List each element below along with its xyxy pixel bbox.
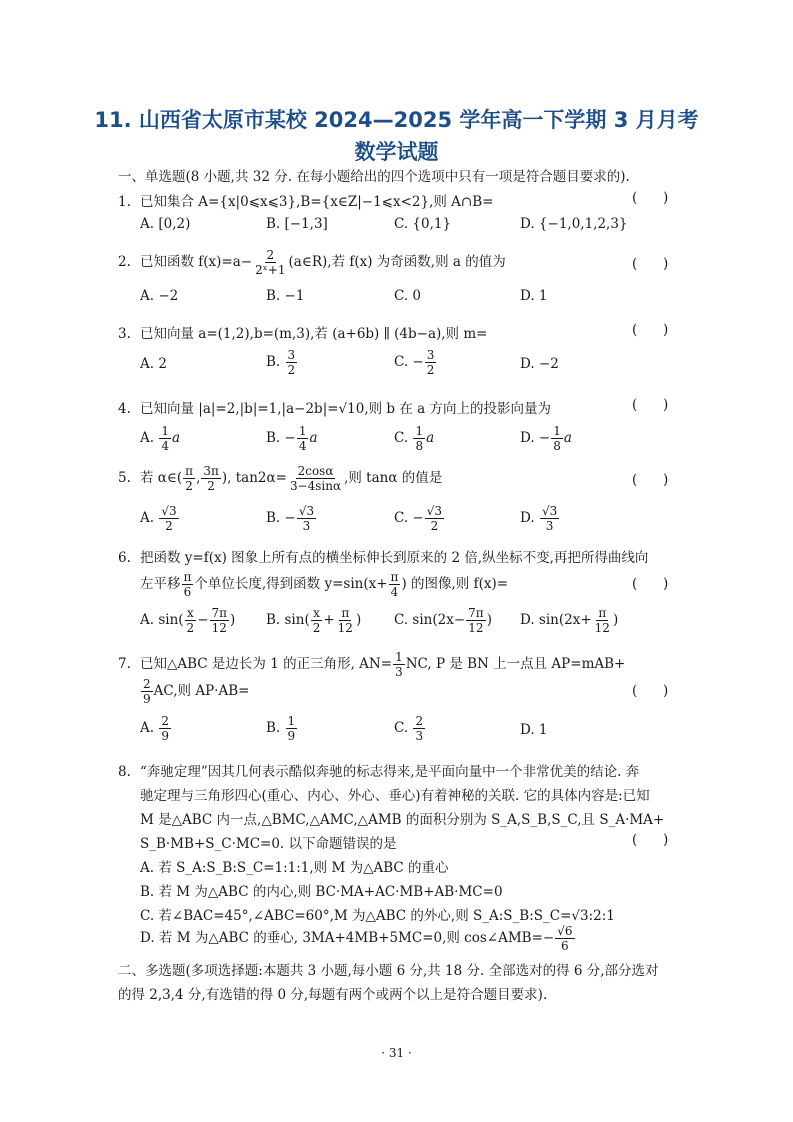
denominator: 12 bbox=[337, 621, 353, 635]
question-number: 3. bbox=[118, 326, 131, 342]
numerator: 7π bbox=[211, 606, 228, 620]
denominator: 2 bbox=[165, 519, 173, 533]
paren-close: ) bbox=[355, 612, 362, 628]
option-d bbox=[520, 504, 560, 533]
option-c bbox=[394, 606, 492, 635]
option-d bbox=[140, 924, 576, 953]
denominator: 2 bbox=[312, 621, 321, 635]
option-d: D. 1 bbox=[520, 722, 548, 738]
option-label: D. sin(2x+ bbox=[520, 612, 592, 628]
section-single-choice-heading: 一、单选题(8 小题,共 32 分. 在每小题给出的四个选项中只有一项是符合题目要求的). bbox=[118, 169, 630, 185]
operator: + bbox=[323, 612, 335, 628]
fraction bbox=[183, 464, 195, 493]
numerator: 3 bbox=[287, 348, 296, 362]
fraction bbox=[159, 504, 178, 533]
answer-blank: ( ) bbox=[632, 190, 669, 206]
fraction bbox=[159, 424, 171, 453]
question-2 bbox=[118, 248, 678, 277]
numerator: √3 bbox=[541, 504, 558, 518]
fraction bbox=[201, 464, 221, 493]
denominator: 12 bbox=[594, 621, 610, 635]
numerator: 2 bbox=[143, 677, 151, 691]
question-8-line3: M 是△ABC 内一点,△BMC,△AMC,△AMB 的面积分别为 S_A,S_B,S_C,且 S_A·MA+ bbox=[140, 812, 665, 828]
question-text: 已知向量 |a|=2,|b|=1,|a−2b|=√10,则 b 在 a 方向上的投影向量为 bbox=[140, 401, 551, 417]
fraction bbox=[425, 504, 444, 533]
numerator: 2 bbox=[266, 248, 275, 262]
fraction bbox=[551, 424, 563, 453]
denominator: 2 bbox=[186, 621, 195, 635]
option-b: B. [−1,3] bbox=[266, 216, 328, 232]
denominator: 6 bbox=[561, 939, 569, 953]
option-label: D. − bbox=[520, 430, 551, 446]
answer-blank: ( ) bbox=[632, 397, 669, 413]
numerator: 2cosα bbox=[297, 464, 334, 478]
question-number: 5. bbox=[118, 470, 131, 486]
answer-blank: ( ) bbox=[632, 683, 669, 699]
denominator: 3 bbox=[545, 519, 554, 533]
option-b bbox=[266, 348, 298, 377]
fraction bbox=[286, 348, 298, 377]
option-label: C. bbox=[394, 720, 413, 736]
option-c: C. {0,1} bbox=[394, 216, 452, 232]
option-label: A. bbox=[140, 430, 159, 446]
denominator: 3 bbox=[395, 665, 403, 679]
section-multi-choice-heading-line2: 的得 2,3,4 分,有选错的得 0 分,每题有两个或两个以上是符合题目要求). bbox=[118, 987, 548, 1003]
question-7-line2 bbox=[140, 677, 249, 706]
option-label: A. bbox=[140, 510, 159, 526]
fraction bbox=[336, 606, 355, 635]
option-a: A. [0,2) bbox=[140, 216, 191, 232]
option-label: C. − bbox=[394, 510, 424, 526]
option-a bbox=[140, 606, 235, 635]
option-a bbox=[140, 424, 180, 453]
exam-subtitle: 数学试题 bbox=[354, 140, 439, 164]
answer-blank: ( ) bbox=[632, 832, 669, 848]
option-d: D. {−1,0,1,2,3} bbox=[520, 216, 628, 232]
option-c: C. 0 bbox=[394, 288, 422, 304]
question-number: 4. bbox=[118, 401, 131, 417]
question-6 bbox=[118, 546, 678, 566]
option-c bbox=[394, 424, 434, 453]
section-multi-choice-heading: 二、多选题(多项选择题:本题共 3 小题,每小题 6 分,共 18 分. 全部选对的得 6 分,部分选对 bbox=[118, 963, 659, 979]
option-d: D. 1 bbox=[520, 288, 548, 304]
question-7 bbox=[118, 650, 678, 679]
fraction bbox=[389, 570, 401, 599]
question-8-line2: 驰定理与三角形四心(重心、内心、外心、垂心)有着神秘的关联. 它的具体内容是:已知 bbox=[140, 788, 650, 804]
denominator: 3 bbox=[302, 519, 311, 533]
option-label: C. − bbox=[394, 354, 424, 370]
separator: , bbox=[196, 470, 201, 486]
denominator: 2 bbox=[185, 479, 193, 493]
numerator: 2 bbox=[161, 714, 169, 728]
option-b bbox=[266, 606, 361, 635]
text-segment: 个单位长度,得到函数 y=sin(x+ bbox=[194, 576, 388, 592]
denominator: 3 bbox=[415, 729, 424, 743]
option-label: B. − bbox=[266, 510, 296, 526]
text-segment: ) 的图像,则 f(x)= bbox=[401, 576, 509, 592]
paren-close: ) bbox=[612, 612, 619, 628]
numerator: 1 bbox=[287, 714, 296, 728]
fraction bbox=[540, 504, 559, 533]
text-segment: 已知△ABC 是边长为 1 的正三角形, AN= bbox=[140, 656, 393, 672]
denominator: 2 bbox=[426, 363, 435, 377]
question-number: 1. bbox=[118, 194, 131, 210]
numerator: √6 bbox=[557, 924, 573, 938]
question-6-line2 bbox=[140, 570, 508, 599]
fraction bbox=[593, 606, 612, 635]
paren-close: ) bbox=[486, 612, 492, 628]
numerator: x bbox=[186, 606, 194, 620]
numerator: 1 bbox=[395, 650, 403, 664]
text-segment: AC,则 AP·AB= bbox=[153, 683, 250, 699]
question-number: 8. bbox=[118, 764, 131, 780]
answer-blank: ( ) bbox=[632, 256, 669, 272]
option-c bbox=[394, 348, 437, 377]
denominator: 4 bbox=[161, 439, 169, 453]
question-number: 6. bbox=[118, 550, 131, 566]
option-label: C. bbox=[394, 430, 413, 446]
fraction bbox=[555, 924, 574, 953]
option-c: C. 若∠BAC=45°,∠ABC=60°,M 为△ABC 的外心,则 S_A:S_B:S_C=√3:2:1 bbox=[140, 908, 615, 924]
vector-symbol: a bbox=[426, 430, 435, 446]
fraction bbox=[182, 570, 194, 599]
fraction bbox=[288, 464, 343, 493]
denominator: 8 bbox=[553, 439, 561, 453]
option-a: A. 2 bbox=[140, 356, 167, 372]
answer-blank: ( ) bbox=[632, 322, 669, 338]
fraction bbox=[413, 424, 425, 453]
option-text: D. 若 M 为△ABC 的垂心, 3MA+4MB+5MC=0,则 cos∠AMB=− bbox=[140, 930, 555, 946]
denominator: 2 bbox=[430, 519, 439, 533]
numerator: 1 bbox=[161, 424, 169, 438]
option-label: A. bbox=[140, 720, 159, 736]
denominator: 8 bbox=[415, 439, 424, 453]
numerator: √3 bbox=[298, 504, 315, 518]
fraction bbox=[297, 424, 309, 453]
denominator: 2 bbox=[207, 479, 215, 493]
denominator: 6 bbox=[183, 585, 192, 599]
question-1 bbox=[118, 190, 678, 210]
option-a: A. −2 bbox=[140, 288, 179, 304]
numerator: 3π bbox=[203, 464, 219, 478]
question-number: 2. bbox=[118, 254, 131, 270]
option-b: B. 若 M 为△ABC 的内心,则 BC·MA+AC·MB+AB·MC=0 bbox=[140, 884, 503, 900]
denominator: 4 bbox=[390, 585, 399, 599]
option-label: D. bbox=[520, 510, 539, 526]
numerator: 7π bbox=[468, 606, 484, 620]
question-text-line1: “奔驰定理”因其几何表示酷似奔驰的标志得来,是平面向量中一个非常优美的结论. 奔 bbox=[140, 764, 640, 780]
page-number: · 31 · bbox=[381, 1046, 412, 1060]
fraction bbox=[413, 714, 425, 743]
option-a bbox=[140, 714, 172, 743]
fraction bbox=[425, 348, 437, 377]
operator: − bbox=[197, 612, 209, 628]
question-number: 7. bbox=[118, 656, 131, 672]
numerator: π bbox=[598, 606, 607, 620]
question-8-line4: S_B·MB+S_C·MC=0. 以下命题错误的是 bbox=[140, 836, 397, 852]
denominator: 9 bbox=[287, 729, 296, 743]
option-label: B. sin( bbox=[266, 612, 310, 628]
denominator: 3−4sinα bbox=[289, 479, 342, 493]
option-d bbox=[520, 424, 572, 453]
question-text-post: ,则 tanα 的值是 bbox=[344, 470, 443, 486]
denominator: 2ˣ+1 bbox=[255, 263, 286, 277]
fraction bbox=[185, 606, 197, 635]
question-4 bbox=[118, 397, 678, 417]
vector-symbol: a bbox=[563, 430, 572, 446]
numerator: √3 bbox=[426, 504, 443, 518]
denominator: 9 bbox=[161, 729, 169, 743]
fraction bbox=[159, 714, 171, 743]
question-8 bbox=[118, 760, 678, 780]
option-b bbox=[266, 424, 318, 453]
vector-symbol: a bbox=[171, 430, 181, 446]
option-b bbox=[266, 714, 298, 743]
question-text-pre: 已知函数 f(x)=a− bbox=[140, 254, 253, 270]
option-a bbox=[140, 504, 180, 533]
numerator: 1 bbox=[553, 424, 561, 438]
option-a: A. 若 S_A:S_B:S_C=1:1:1,则 M 为△ABC 的重心 bbox=[140, 860, 449, 876]
numerator: π bbox=[341, 606, 350, 620]
question-3 bbox=[118, 322, 678, 342]
numerator: π bbox=[185, 464, 194, 478]
exam-title: 11. 山西省太原市某校 2024—2025 学年高一下学期 3 月月考 bbox=[94, 108, 699, 132]
question-text: 已知集合 A={x|0⩽x⩽3},B={x∈Z|−1⩽x<2},则 A∩B= bbox=[140, 194, 494, 210]
question-5 bbox=[118, 464, 678, 493]
option-label: B. bbox=[266, 720, 285, 736]
numerator: 3 bbox=[426, 348, 435, 362]
question-text: 已知向量 a=(1,2),b=(m,3),若 (a+6b) ∥ (4b−a),则 m= bbox=[140, 326, 488, 342]
question-text-pre: 若 α∈( bbox=[140, 470, 183, 486]
text-segment: 左平移 bbox=[140, 576, 181, 592]
answer-blank: ( ) bbox=[632, 472, 669, 488]
question-text-post: (a∈R),若 f(x) 为奇函数,则 a 的值为 bbox=[288, 254, 506, 270]
fraction bbox=[253, 248, 287, 277]
option-label: B. bbox=[266, 354, 285, 370]
option-label: C. sin(2x− bbox=[394, 612, 466, 628]
option-b: B. −1 bbox=[266, 288, 305, 304]
answer-blank: ( ) bbox=[632, 576, 669, 592]
denominator: 4 bbox=[298, 439, 307, 453]
numerator: 2 bbox=[415, 714, 424, 728]
option-b bbox=[266, 504, 317, 533]
option-c bbox=[394, 504, 445, 533]
denominator: 12 bbox=[468, 621, 484, 635]
fraction bbox=[466, 606, 486, 635]
numerator: 1 bbox=[415, 424, 424, 438]
fraction bbox=[141, 677, 153, 706]
numerator: 1 bbox=[298, 424, 307, 438]
denominator: 2 bbox=[287, 363, 296, 377]
text-segment: NC, P 是 BN 上一点且 AP=mAB+ bbox=[405, 656, 626, 672]
numerator: x bbox=[313, 606, 320, 620]
fraction bbox=[210, 606, 230, 635]
fraction bbox=[311, 606, 323, 635]
fraction bbox=[286, 714, 298, 743]
fraction bbox=[393, 650, 405, 679]
numerator: π bbox=[183, 570, 192, 584]
option-d bbox=[520, 606, 618, 635]
question-text-line1: 把函数 y=f(x) 图象上所有点的横坐标伸长到原来的 2 倍,纵坐标不变,再把所得曲线向 bbox=[140, 550, 649, 566]
paren-close: ) bbox=[230, 612, 236, 628]
denominator: 12 bbox=[211, 621, 227, 635]
numerator: π bbox=[390, 570, 399, 584]
option-label: A. sin( bbox=[140, 612, 184, 628]
vector-symbol: a bbox=[309, 430, 318, 446]
question-text-mid: ), tan2α= bbox=[221, 470, 287, 486]
option-c bbox=[394, 714, 426, 743]
option-label: B. − bbox=[266, 430, 296, 446]
option-d: D. −2 bbox=[520, 356, 559, 372]
numerator: √3 bbox=[161, 504, 177, 518]
fraction bbox=[297, 504, 316, 533]
denominator: 9 bbox=[143, 692, 151, 706]
